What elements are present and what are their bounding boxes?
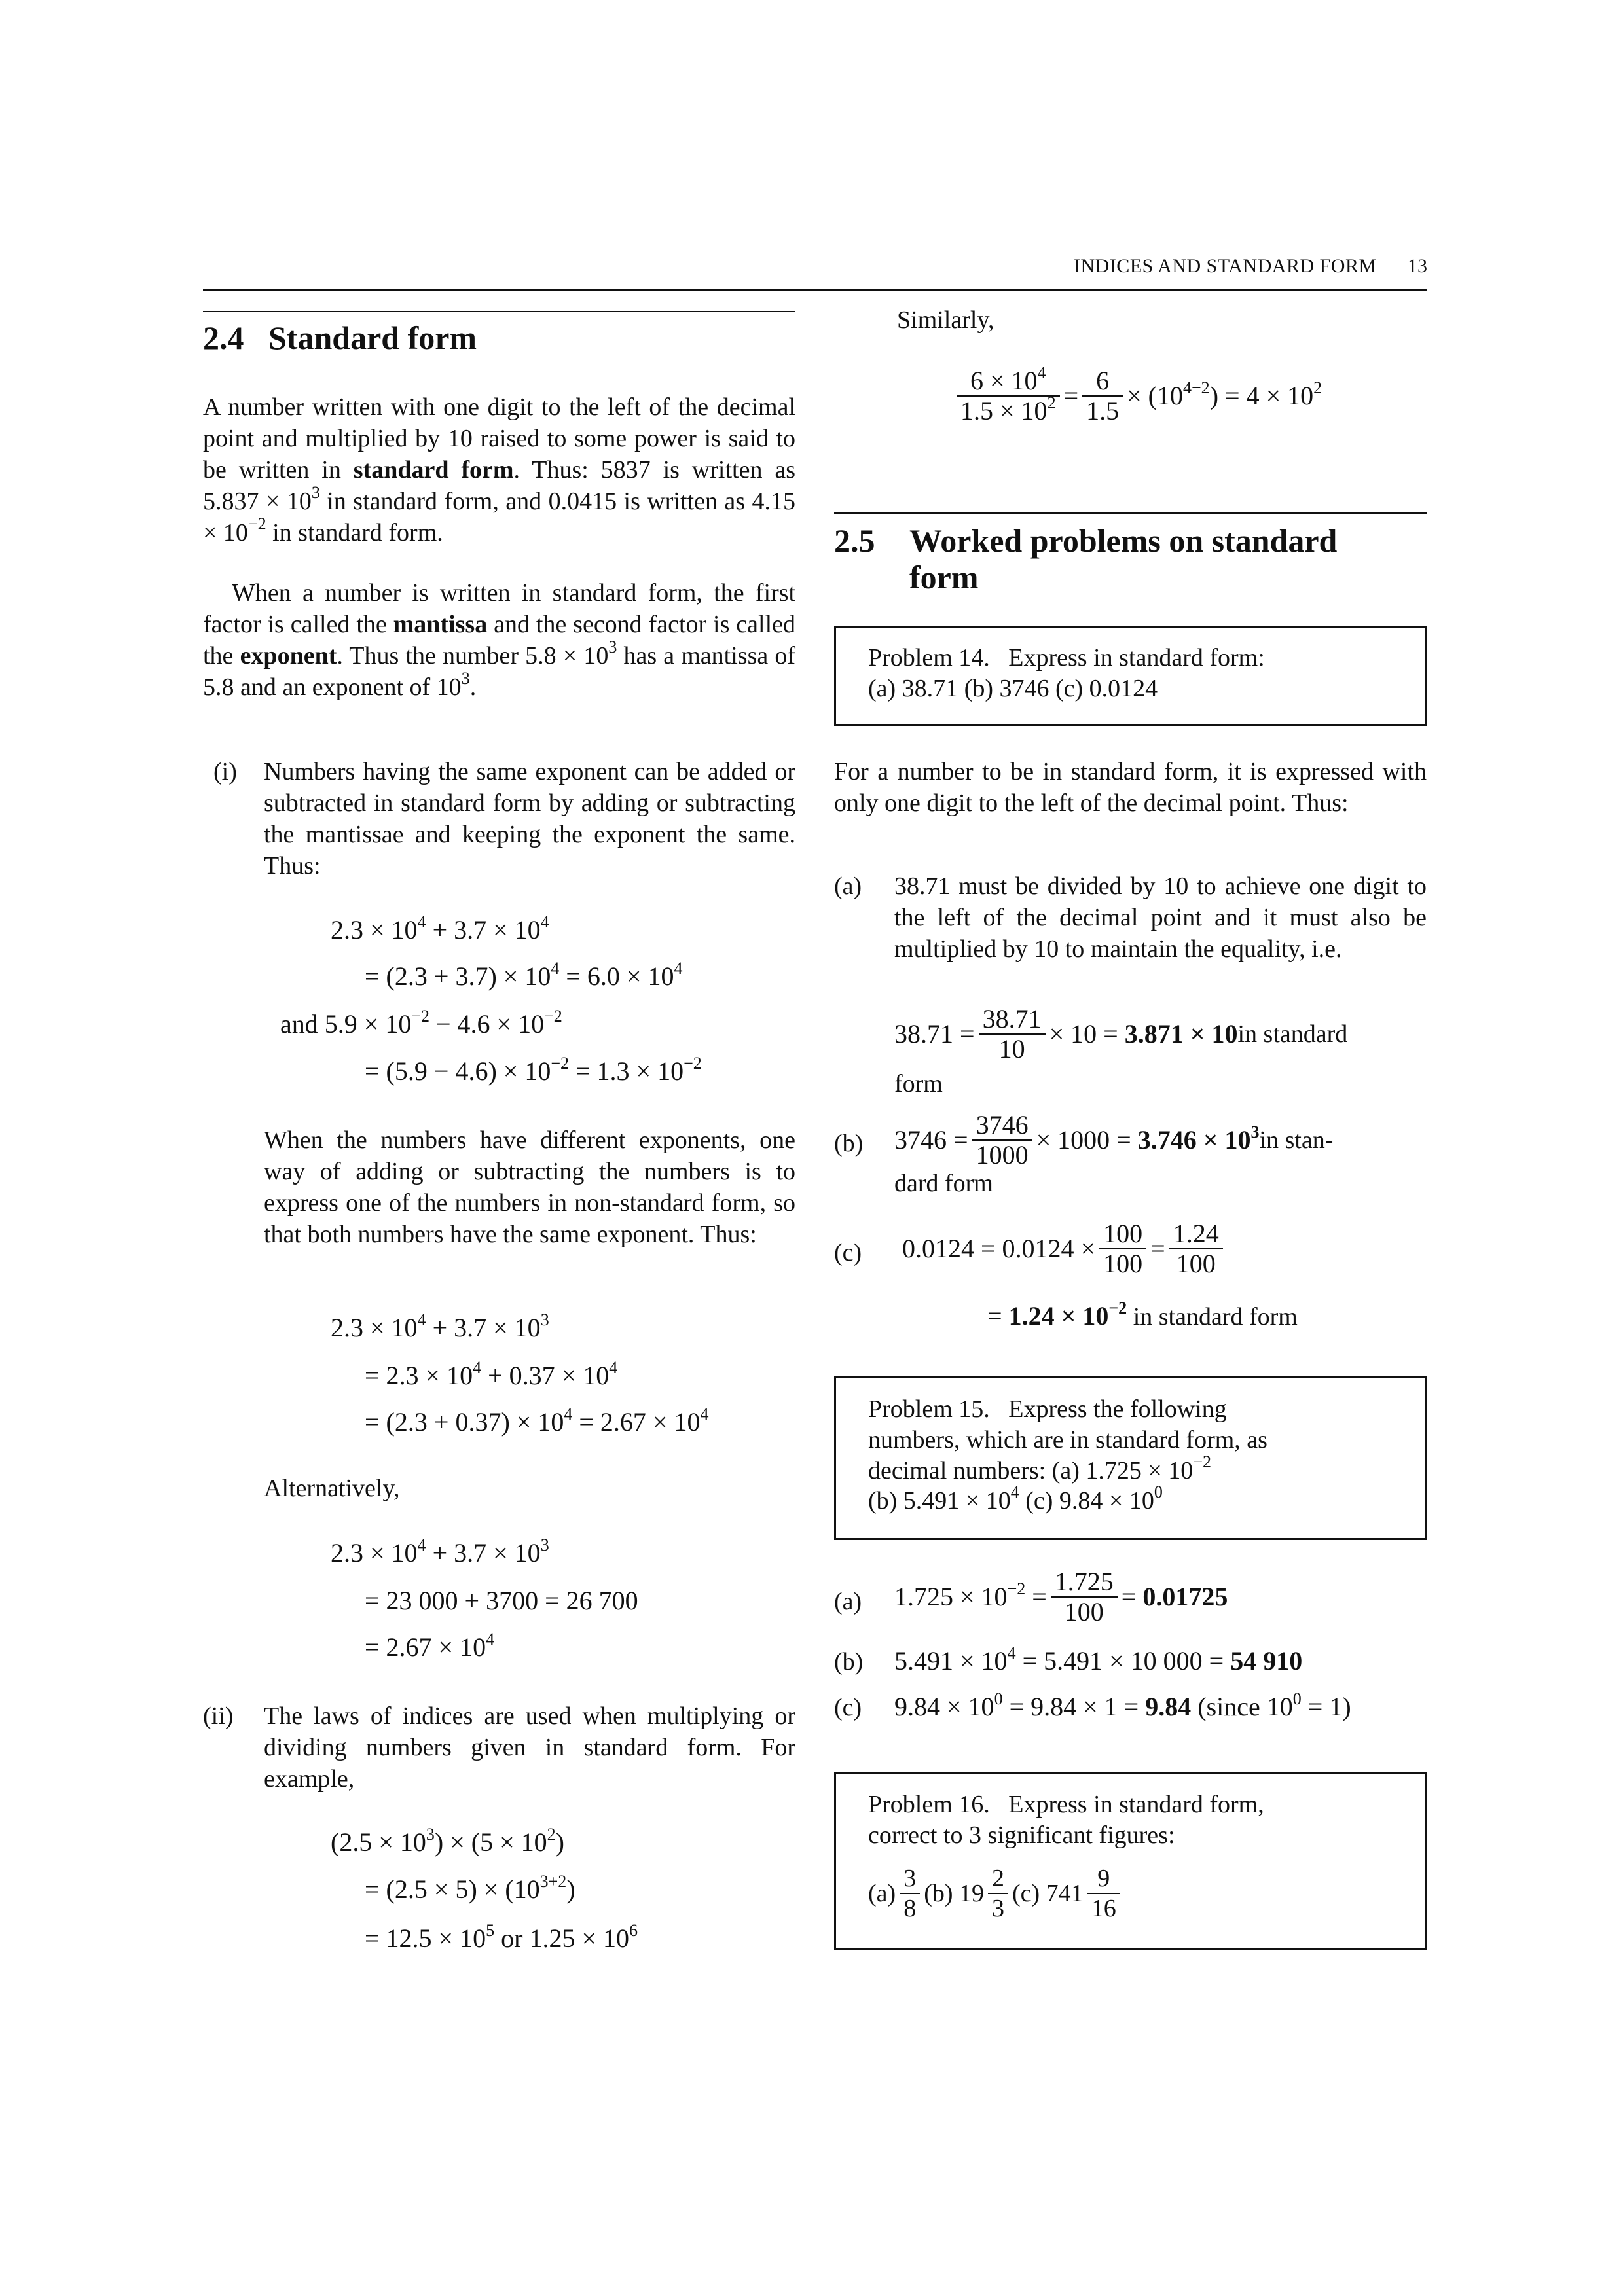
- equation-line: = 23 000 + 3700 = 26 700: [365, 1586, 638, 1615]
- eq-text: × 1000 =: [1036, 1125, 1131, 1155]
- equation-line: [365, 1922, 638, 1955]
- eq-text: = 2.67 × 10: [365, 1632, 486, 1662]
- fraction: [1169, 1219, 1223, 1278]
- item-ii-text: The laws of indices are used when multiplying or dividing numbers given in standard form. For example,: [264, 1702, 795, 1793]
- eq-text: = 12.5 × 10: [365, 1924, 486, 1953]
- item-i-text: Numbers having the same exponent can be added or subtracted in standard form by adding or subtracting the mantissae and keeping the exponent the same. Thus:: [264, 758, 795, 880]
- section-number: 2.4: [203, 319, 244, 356]
- exponent: 5: [486, 1921, 495, 1940]
- item-i-text-different-exponents: When the numbers have different exponents, one way of adding or subtracting the numbers is to express one of the numbers in non-standard form, so that both numbers have the same exponent. Thus:: [264, 1126, 795, 1248]
- answer-a-tail: form: [894, 1070, 943, 1098]
- numerator: 38.71: [982, 1004, 1042, 1033]
- p15-answer-label-b: (b): [834, 1648, 864, 1676]
- exponent: 4: [486, 1630, 495, 1649]
- section-rule-2-4: [203, 311, 795, 312]
- eq-text: (2.5 × 10: [331, 1827, 426, 1857]
- answer-label-a: (a): [834, 872, 862, 900]
- paragraph-standard-form-definition: [203, 391, 795, 548]
- p15-answer-a: [894, 1568, 1228, 1626]
- section-heading-2-5: [834, 522, 1427, 596]
- eq-text: = (2.3 + 3.7) × 10: [365, 961, 551, 991]
- exponent: 4: [540, 912, 549, 931]
- exponent: −2: [1108, 1299, 1127, 1318]
- denominator: 1.5: [1082, 395, 1123, 425]
- eq-text: (c) 741: [1012, 1880, 1084, 1907]
- eq-text: 2.3 × 10: [331, 1538, 418, 1568]
- eq-text: + 3.7 × 10: [426, 915, 541, 944]
- eq-text: = 1.3 × 10: [569, 1056, 684, 1086]
- eq-text: [894, 1581, 1047, 1613]
- exponent: 4: [700, 1405, 709, 1424]
- eq-text: =: [1121, 1582, 1137, 1611]
- eq-text: = (2.5 × 5) × (10: [365, 1874, 540, 1904]
- eq-text: or 1.25 × 10: [494, 1924, 630, 1953]
- eq-text: = 9.84 × 1 =: [1002, 1692, 1146, 1721]
- eq-text: − 4.6 × 10: [429, 1009, 545, 1039]
- exponent: 4: [1007, 1643, 1016, 1662]
- eq-text: =: [987, 1301, 1009, 1331]
- p15-answer-b: [894, 1645, 1302, 1677]
- denominator: 8: [900, 1893, 920, 1923]
- exponent: 3: [311, 483, 320, 502]
- answer-result: 3.871 × 10: [1124, 1019, 1238, 1049]
- exponent: 0: [1154, 1482, 1163, 1501]
- exponent: 4: [1010, 1482, 1019, 1501]
- fraction: [1082, 367, 1123, 425]
- p15-answer-label-c: (c): [834, 1694, 862, 1721]
- exponent: −2: [247, 514, 266, 533]
- eq-text: 9.84 × 10: [894, 1692, 994, 1721]
- exponent: 3+2: [539, 1872, 567, 1891]
- numerator: 9: [1097, 1865, 1110, 1892]
- text: . Thus: 5837 is written as 5.837 × 10: [203, 456, 795, 515]
- problem-15-line-1: Problem 15. Express the following: [868, 1395, 1227, 1423]
- numerator: 100: [1103, 1219, 1143, 1248]
- eq-text: ) × (5 × 10: [434, 1827, 547, 1857]
- eq-text: 5.491 × 10: [894, 1646, 1008, 1676]
- answer-result: 0.01725: [1142, 1582, 1228, 1611]
- exponent: 4: [473, 1358, 482, 1377]
- exponent: 2: [547, 1825, 556, 1844]
- exponent: 3: [540, 1535, 549, 1554]
- denominator: 100: [1099, 1248, 1146, 1278]
- similarly-equation: [953, 363, 1322, 425]
- term-mantissa: mantissa: [393, 611, 488, 638]
- denominator: 100: [1169, 1248, 1223, 1278]
- fraction: [979, 1005, 1046, 1064]
- fraction: [900, 1864, 920, 1923]
- exponent: −2: [544, 1007, 562, 1026]
- eq-text: ): [566, 1874, 575, 1904]
- eq-text: = 2.67 × 10: [572, 1407, 701, 1437]
- text: . Thus the number 5.8 × 10: [337, 642, 609, 670]
- eq-text: × (10: [1127, 381, 1184, 410]
- problem-14-line-2: (a) 38.71 (b) 3746 (c) 0.0124: [868, 675, 1158, 702]
- equation-line: [331, 1312, 549, 1344]
- p15-answer-c: [894, 1691, 1351, 1723]
- exponent: −2: [684, 1054, 702, 1073]
- text: in standard form.: [266, 519, 443, 547]
- running-header: [1074, 255, 1427, 278]
- denominator: 3: [988, 1893, 1008, 1923]
- section-number: 2.5: [834, 522, 875, 559]
- exponent: 3: [540, 1310, 549, 1329]
- eq-text: 2.3 × 10: [331, 1313, 418, 1342]
- eq-text: 0.0124 = 0.0124 ×: [902, 1234, 1096, 1263]
- section-rule-2-5: [834, 512, 1427, 514]
- eq-text: 38.71 =: [894, 1019, 975, 1049]
- exponent: 4−2: [1183, 378, 1210, 397]
- denominator: 1000: [972, 1139, 1032, 1170]
- equation-line: [331, 914, 549, 946]
- denominator: 100: [1051, 1596, 1118, 1626]
- equals-sign: =: [1063, 381, 1079, 410]
- eq-text: (b) 5.491 × 10: [868, 1487, 1011, 1515]
- problem-15-line-4: [868, 1482, 1163, 1516]
- text: A number written with one digit to the left of the decimal point and multiplied by 10 raised to some power is said to be written in: [203, 393, 795, 484]
- text: in standard form, and 0.0415 is written as 4.15 × 10: [203, 488, 795, 547]
- eq-text: = 5.491 × 10 000 =: [1015, 1646, 1231, 1676]
- eq-text: 3.746 × 10: [1137, 1125, 1251, 1155]
- section-title: Standard form: [268, 319, 477, 356]
- text: .: [469, 673, 477, 701]
- exponent: 3: [1250, 1122, 1260, 1141]
- denominator: 10: [979, 1033, 1046, 1064]
- eq-text: (since 10: [1191, 1692, 1293, 1721]
- answer-label-b: (b): [834, 1130, 864, 1157]
- equation-line: [365, 1359, 617, 1392]
- item-label-ii: (ii): [203, 1702, 234, 1730]
- exponent: 4: [417, 1535, 426, 1554]
- eq-text: in stan-: [1259, 1126, 1334, 1154]
- fraction: [972, 1111, 1032, 1170]
- eq-text: 1.24 × 10: [1008, 1301, 1109, 1331]
- answer-a-equation: [894, 1005, 1347, 1064]
- equals-sign: =: [1150, 1234, 1165, 1263]
- eq-text: 5.9 × 10: [318, 1009, 412, 1039]
- exponent: 2: [1313, 378, 1322, 397]
- problem-14-line-1: Problem 14. Express in standard form:: [868, 644, 1265, 672]
- eq-text: = 6.0 × 10: [559, 961, 674, 991]
- exponent: −2: [411, 1007, 429, 1026]
- equation-line: [331, 1826, 564, 1859]
- eq-text: (c) 9.84 × 10: [1019, 1487, 1154, 1515]
- exponent: 4: [417, 1310, 426, 1329]
- answer-a-text: 38.71 must be divided by 10 to achieve one digit to the left of the decimal point and it must also be multiplied by 10 to maintain the equality, i.e.: [894, 872, 1427, 963]
- text: has a mantissa of 5.8 and an exponent of 10: [203, 642, 796, 701]
- eq-text: in standard form: [1127, 1303, 1298, 1331]
- numerator: 2: [992, 1865, 1004, 1892]
- problem-16-line-1: Problem 16. Express in standard form,: [868, 1791, 1264, 1818]
- eq-text: (a): [868, 1880, 896, 1907]
- section-title-line-1: Worked problems on standard: [909, 522, 1338, 559]
- exponent: 6: [629, 1921, 638, 1940]
- answer-result: [1138, 1124, 1260, 1157]
- eq-text: 3746 =: [894, 1125, 968, 1155]
- exponent: 4: [674, 959, 683, 978]
- eq-text: + 3.7 × 10: [426, 1313, 541, 1342]
- equation-line: [365, 1631, 494, 1664]
- eq-text: + 3.7 × 10: [426, 1538, 541, 1568]
- eq-text: = 1): [1301, 1692, 1351, 1721]
- equation-line: [280, 1008, 562, 1041]
- term-exponent: exponent: [240, 642, 337, 670]
- numerator: 1.725: [1054, 1567, 1114, 1596]
- text: When a number is written in standard form, the first factor is called the: [203, 579, 795, 638]
- exponent: 4: [609, 1358, 618, 1377]
- exponent: 4: [1037, 363, 1046, 382]
- exponent: −2: [551, 1054, 569, 1073]
- eq-text: = 2.3 × 10: [365, 1361, 473, 1390]
- paragraph-mantissa-exponent: [203, 577, 795, 703]
- exponent: 4: [551, 959, 560, 978]
- fraction: [1087, 1864, 1120, 1923]
- eq-text: 1.5 × 10: [960, 396, 1048, 425]
- exponent: 3: [426, 1825, 435, 1844]
- answer-b-equation: [894, 1111, 1333, 1170]
- exponent: 4: [417, 912, 426, 931]
- exponent: 0: [1292, 1689, 1302, 1708]
- eq-text: × 10 =: [1049, 1019, 1118, 1049]
- exponent: 0: [994, 1689, 1003, 1708]
- eq-text: decimal numbers: (a) 1.725 × 10: [868, 1457, 1194, 1484]
- answer-b-tail: dard form: [894, 1170, 993, 1197]
- equation-line: [365, 960, 682, 993]
- exponent: 3: [461, 669, 470, 688]
- eq-text: = (2.3 + 0.37) × 10: [365, 1407, 564, 1437]
- equation-line: [365, 1055, 702, 1088]
- eq-text: = (5.9 − 4.6) × 10: [365, 1056, 551, 1086]
- answer-result: 54 910: [1230, 1646, 1303, 1676]
- header-rule: [203, 289, 1427, 291]
- eq-text: (b) 19: [924, 1880, 984, 1907]
- p15-answer-label-a: (a): [834, 1588, 862, 1615]
- eq-tail: [1127, 380, 1322, 412]
- text: and the second factor is called the: [203, 611, 796, 670]
- exponent: 4: [564, 1405, 573, 1424]
- page-number: 13: [1408, 255, 1427, 277]
- answer-result: [1009, 1301, 1127, 1331]
- similarly-text: Similarly,: [897, 306, 994, 334]
- term-standard-form: standard form: [353, 456, 514, 484]
- exponent: −2: [1193, 1452, 1211, 1471]
- answer-c-equation: [902, 1219, 1227, 1278]
- eq-text: ): [555, 1827, 564, 1857]
- numerator: 6: [1096, 366, 1110, 395]
- problem-16-fractions: [868, 1864, 1124, 1923]
- eq-text: 1.725 × 10: [894, 1582, 1008, 1611]
- item-i-alternatively: Alternatively,: [264, 1475, 400, 1502]
- item-label-i: (i): [213, 758, 237, 785]
- answer-label-c: (c): [834, 1239, 862, 1266]
- eq-text: + 0.37 × 10: [481, 1361, 610, 1390]
- standard-form-intro: For a number to be in standard form, it is expressed with only one digit to the left of the decimal point. Thus:: [834, 758, 1427, 817]
- fraction: [1051, 1568, 1118, 1626]
- eq-text: ) = 4 × 10: [1209, 381, 1314, 410]
- exponent: 2: [1047, 393, 1056, 412]
- equation-line: [365, 1873, 575, 1906]
- problem-15-line-2: numbers, which are in standard form, as: [868, 1426, 1267, 1454]
- problem-16-line-2: correct to 3 significant figures:: [868, 1821, 1175, 1849]
- fraction: [957, 363, 1060, 425]
- equation-line: [331, 1537, 549, 1570]
- answer-c-result-line: [987, 1300, 1298, 1333]
- numerator: [957, 363, 1060, 395]
- answer-result: 9.84: [1145, 1692, 1192, 1721]
- fraction: [988, 1864, 1008, 1923]
- equation-line: [365, 1406, 708, 1439]
- fraction: [1099, 1219, 1146, 1278]
- exponent: −2: [1007, 1579, 1026, 1598]
- eq-text: in standard: [1237, 1020, 1348, 1048]
- numerator: 3: [903, 1865, 917, 1892]
- problem-15-line-3: [868, 1452, 1211, 1486]
- section-heading-2-4: [203, 319, 477, 356]
- eq-text: 2.3 × 10: [331, 915, 418, 944]
- section-title-line-2: form: [909, 559, 979, 596]
- denominator: [957, 395, 1060, 425]
- eq-text: =: [1025, 1582, 1047, 1611]
- numerator: 1.24: [1173, 1219, 1219, 1248]
- running-title: INDICES AND STANDARD FORM: [1074, 255, 1377, 277]
- exponent: 3: [608, 637, 617, 656]
- eq-text: and: [280, 1009, 318, 1039]
- numerator: 3746: [976, 1110, 1029, 1139]
- denominator: 16: [1087, 1893, 1120, 1923]
- eq-text: 6 × 10: [970, 366, 1038, 395]
